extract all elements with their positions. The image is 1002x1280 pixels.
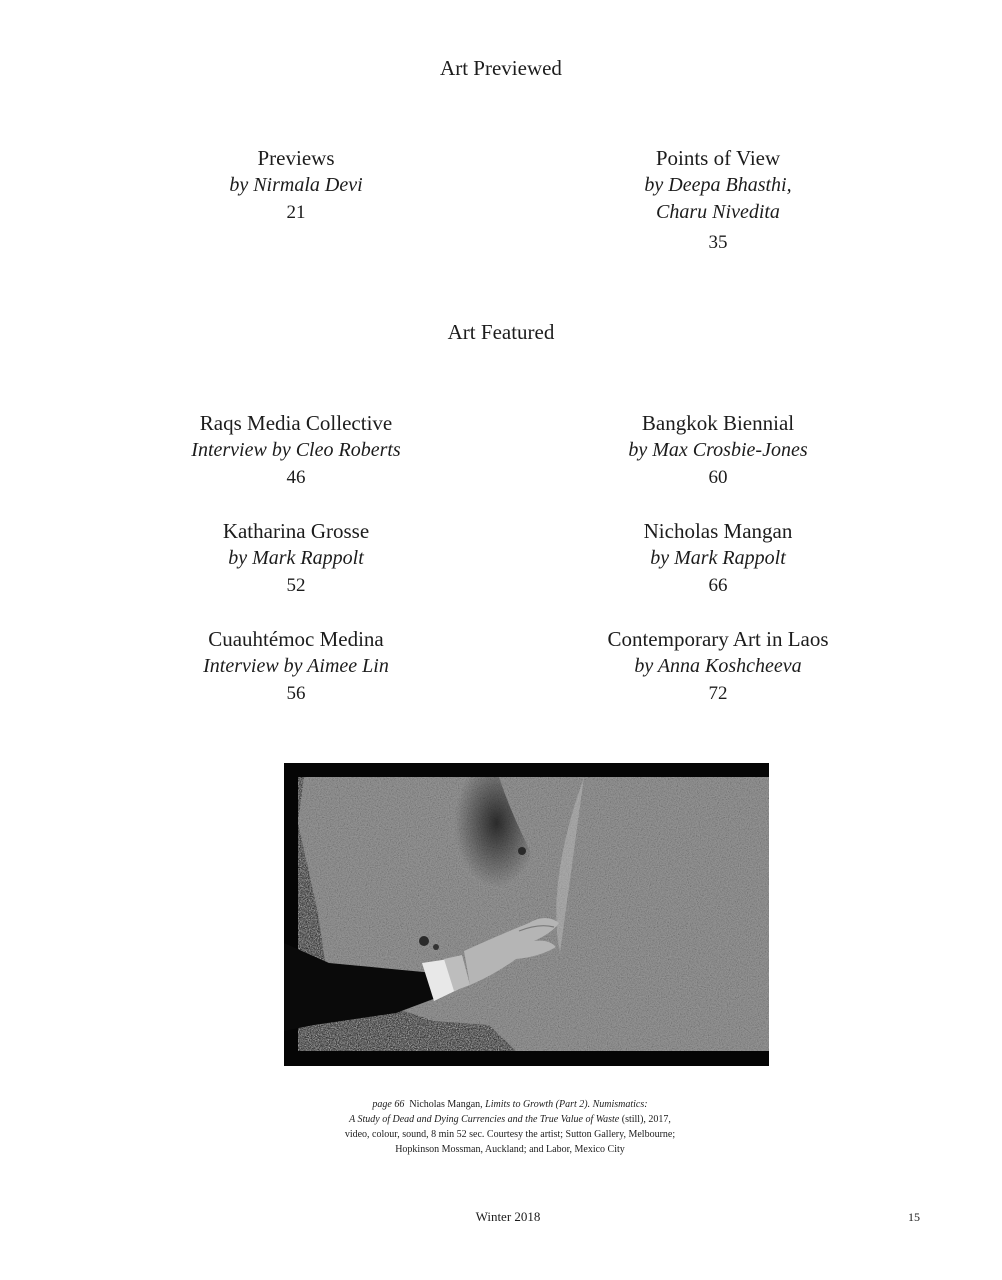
caption-work-title-1: Limits to Growth (Part 2). Numismatics: (485, 1099, 648, 1110)
toc-entry-cuauhtemoc-medina[interactable] (106, 626, 486, 707)
caption-line-2 (250, 1112, 770, 1127)
entry-byline: by Anna Koshcheeva (634, 655, 802, 677)
caption-line-1 (250, 1097, 770, 1112)
entry-byline: by Mark Rappolt (650, 547, 786, 569)
entry-byline: by Mark Rappolt (228, 547, 364, 569)
artwork-still-photo (284, 763, 769, 1066)
toc-entry-previews[interactable] (106, 145, 486, 226)
entry-title: Nicholas Mangan (643, 519, 793, 543)
entry-page-number: 21 (286, 202, 306, 223)
entry-byline: Interview by Cleo Roberts (191, 439, 401, 461)
entry-title: Cuauhtémoc Medina (208, 627, 384, 651)
entry-title: Contemporary Art in Laos (607, 627, 829, 651)
caption-line-4: Hopkinson Mossman, Auckland; and Labor, Mexico City (395, 1144, 625, 1155)
entry-byline: by Nirmala Devi (229, 174, 363, 196)
photo-illustration (284, 763, 769, 1066)
entry-page-number: 56 (286, 683, 306, 704)
caption-artist: Nicholas Mangan, (409, 1099, 483, 1110)
entry-byline-continued: Charu Nivedita (656, 201, 780, 223)
section-title-art-featured: Art Featured (447, 320, 555, 344)
entry-page-number: 35 (708, 232, 728, 253)
entry-page-number: 66 (708, 575, 728, 596)
page-number: 15 (908, 1210, 920, 1224)
toc-entry-bangkok-biennial[interactable] (528, 410, 908, 491)
caption-page-ref: page 66 (372, 1099, 405, 1110)
entry-title: Bangkok Biennial (641, 411, 795, 435)
entry-page-number: 52 (286, 575, 306, 596)
toc-entry-points-of-view[interactable] (528, 145, 908, 256)
entry-byline: Interview by Aimee Lin (203, 655, 389, 677)
entry-title: Points of View (655, 146, 781, 170)
entry-byline: by Max Crosbie-Jones (628, 439, 808, 461)
entry-page-number: 60 (708, 467, 728, 488)
toc-entry-katharina-grosse[interactable] (106, 518, 486, 599)
entry-byline: by Deepa Bhasthi, (644, 174, 792, 196)
section-title-art-previewed: Art Previewed (440, 56, 562, 80)
entry-page-number: 72 (708, 683, 728, 704)
entry-title: Previews (257, 146, 335, 170)
entry-title: Katharina Grosse (222, 519, 370, 543)
caption-work-title-2: A Study of Dead and Dying Currencies and the True Value of Waste (349, 1114, 620, 1125)
toc-entry-raqs-media-collective[interactable] (106, 410, 486, 491)
toc-entry-contemporary-art-in-laos[interactable] (528, 626, 908, 707)
entry-title: Raqs Media Collective (199, 411, 393, 435)
toc-entry-nicholas-mangan[interactable] (528, 518, 908, 599)
issue-label: Winter 2018 (475, 1209, 541, 1224)
entry-page-number: 46 (286, 467, 306, 488)
photo-caption (250, 1097, 770, 1157)
caption-line-3: video, colour, sound, 8 min 52 sec. Courtesy the artist; Sutton Gallery, Melbourne; (344, 1129, 676, 1140)
caption-line2-rest: (still), 2017, (621, 1114, 671, 1125)
